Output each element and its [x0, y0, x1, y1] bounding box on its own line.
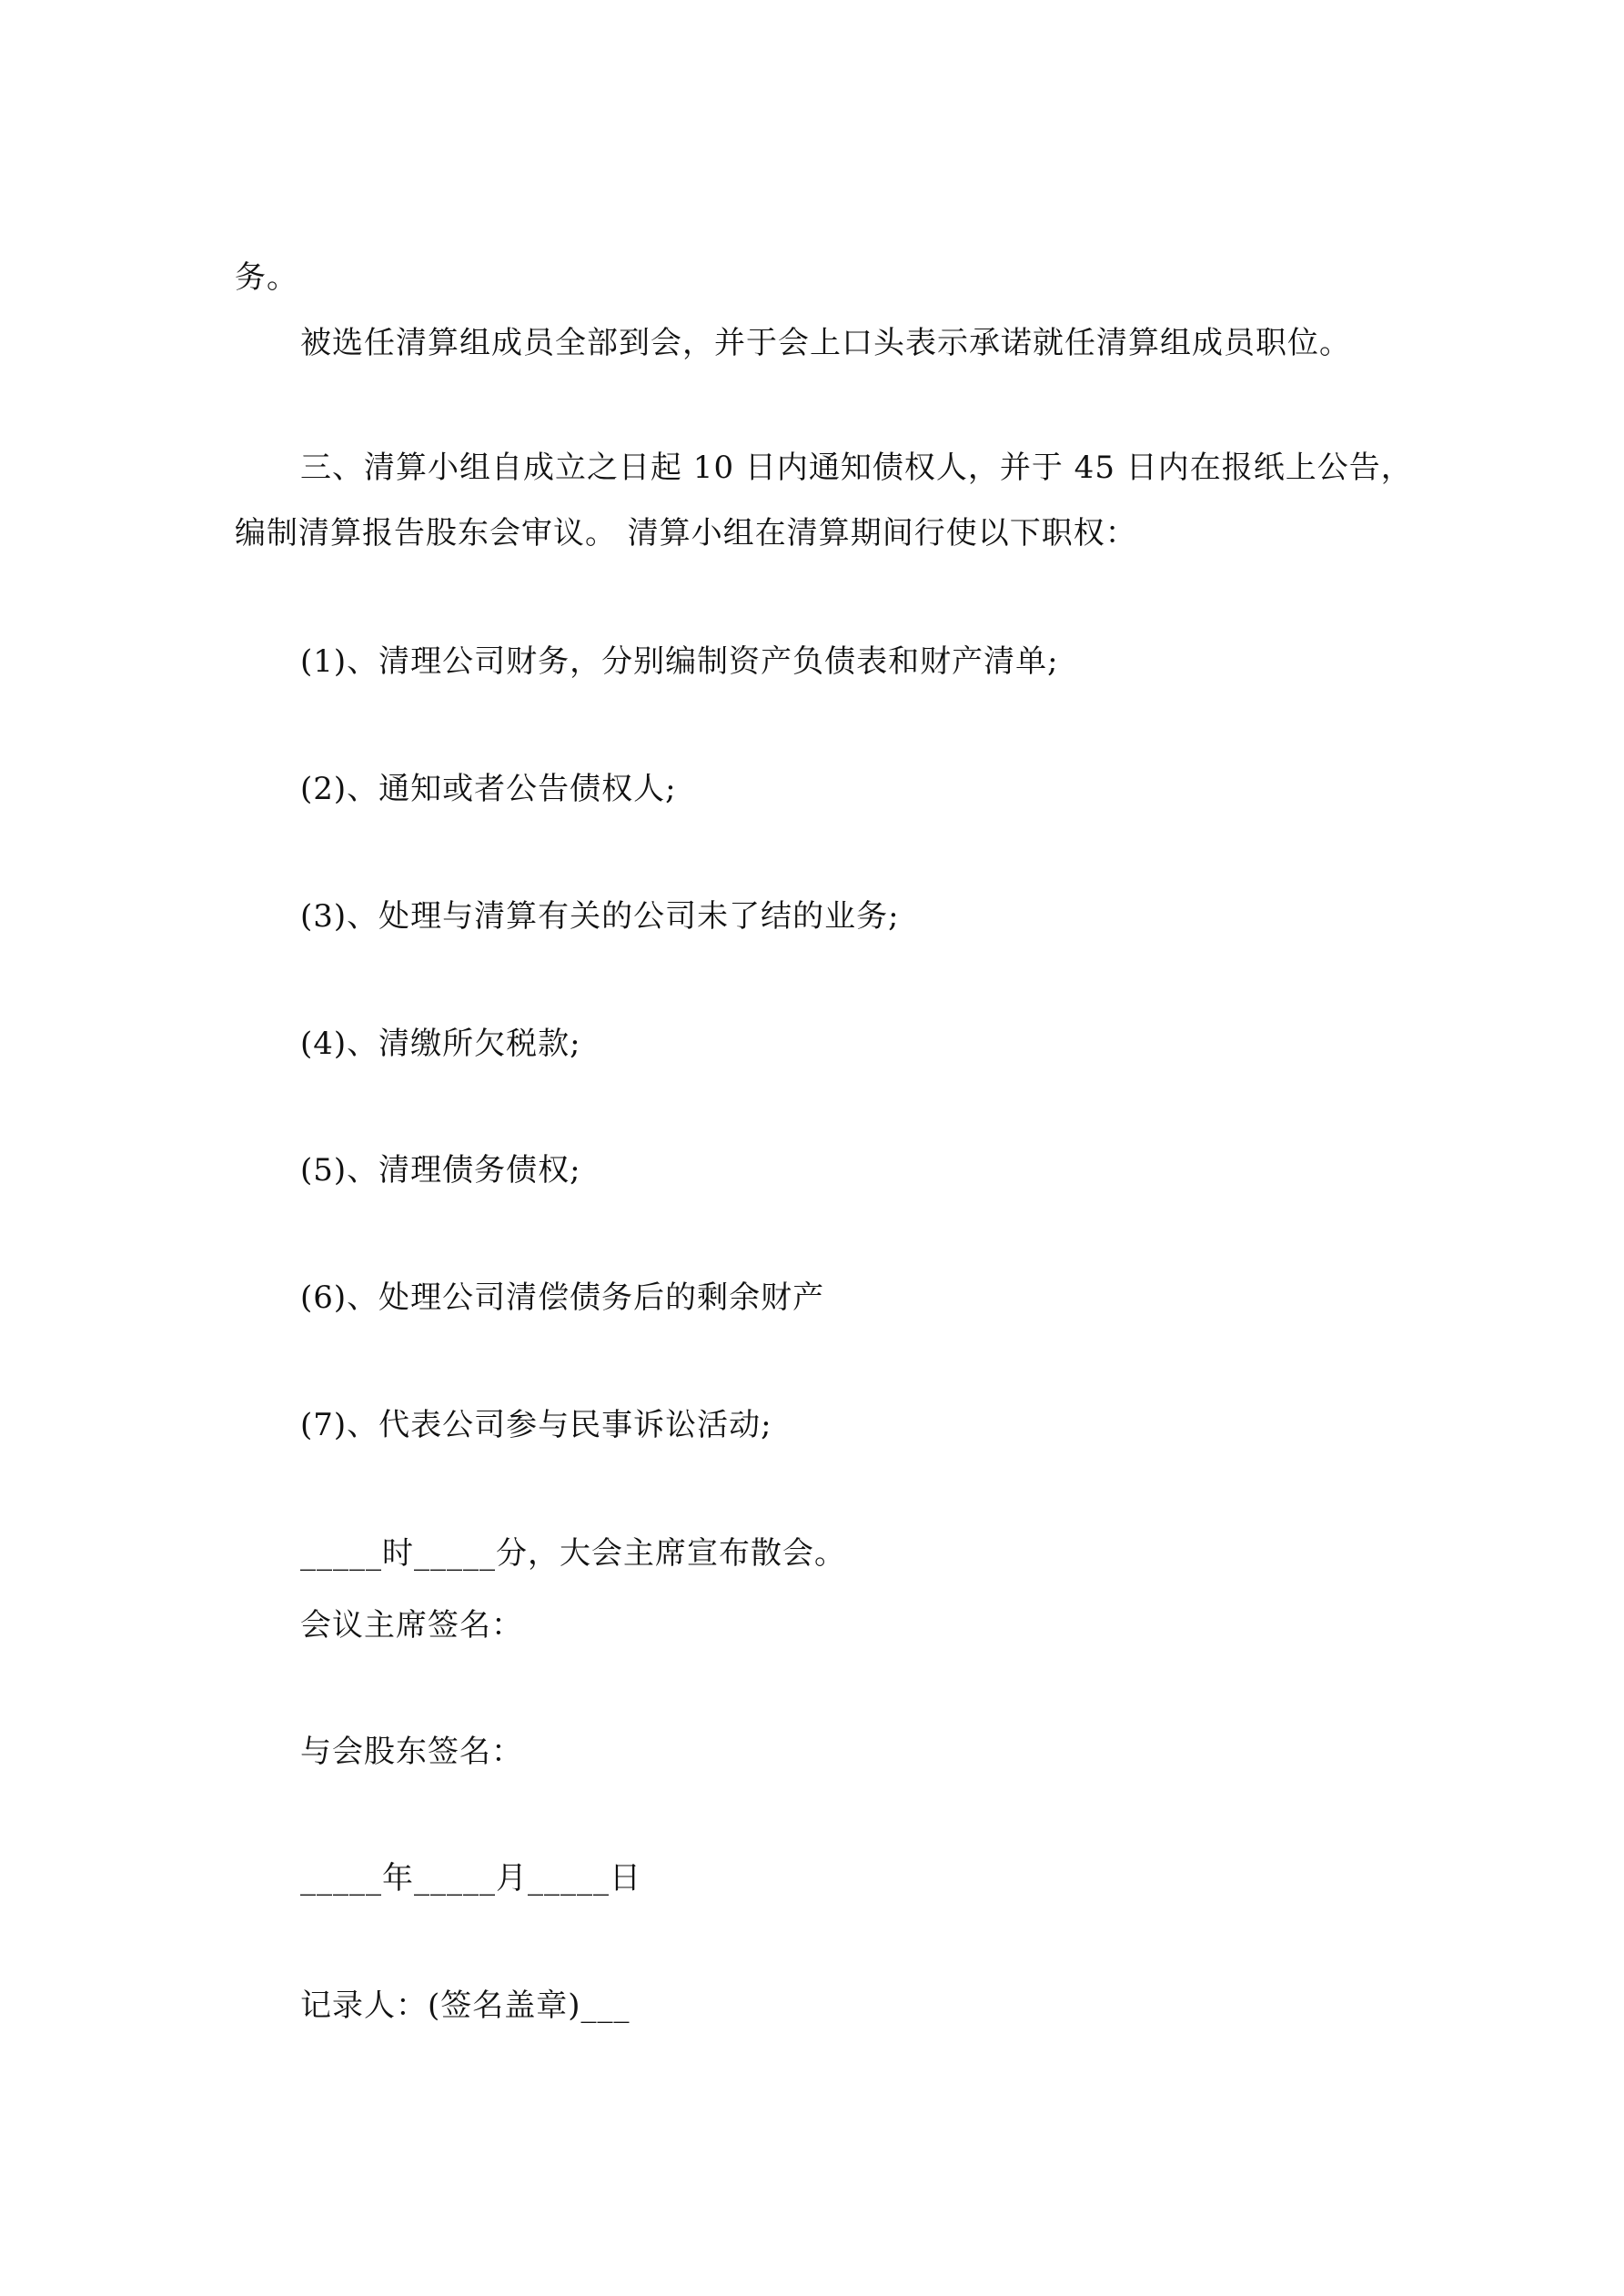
continuation-text: 务。: [235, 259, 298, 296]
power-item-1: (1)、清理公司财务，分别编制资产负债表和财产清单;: [300, 643, 1059, 680]
section-three-line-1: 三、清算小组自成立之日起 10 日内通知债权人，并于 45 日内在报纸上公告，: [300, 450, 1413, 486]
recorder-line: 记录人：(签名盖章)___: [300, 1988, 630, 2024]
chair-signature-line: 会议主席签名：: [300, 1607, 523, 1644]
power-item-6: (6)、处理公司清偿债务后的剩余财产: [300, 1279, 825, 1316]
power-item-5: (5)、清理债务债权;: [300, 1152, 581, 1188]
shareholder-signature-line: 与会股东签名：: [300, 1734, 523, 1770]
elected-members-paragraph: 被选任清算组成员全部到会，并于会上口头表示承诺就任清算组成员职位。: [300, 325, 1351, 361]
power-item-4: (4)、清缴所欠税款;: [300, 1026, 581, 1062]
adjournment-line: _____时_____分，大会主席宣布散会。: [300, 1535, 846, 1572]
date-line: _____年_____月_____日: [300, 1860, 641, 1896]
power-item-7: (7)、代表公司参与民事诉讼活动;: [300, 1407, 772, 1443]
power-item-2: (2)、通知或者公告债权人;: [300, 771, 677, 807]
section-three-line-2: 编制清算报告股东会审议。 清算小组在清算期间行使以下职权：: [235, 515, 1137, 551]
power-item-3: (3)、处理与清算有关的公司未了结的业务;: [300, 898, 900, 935]
